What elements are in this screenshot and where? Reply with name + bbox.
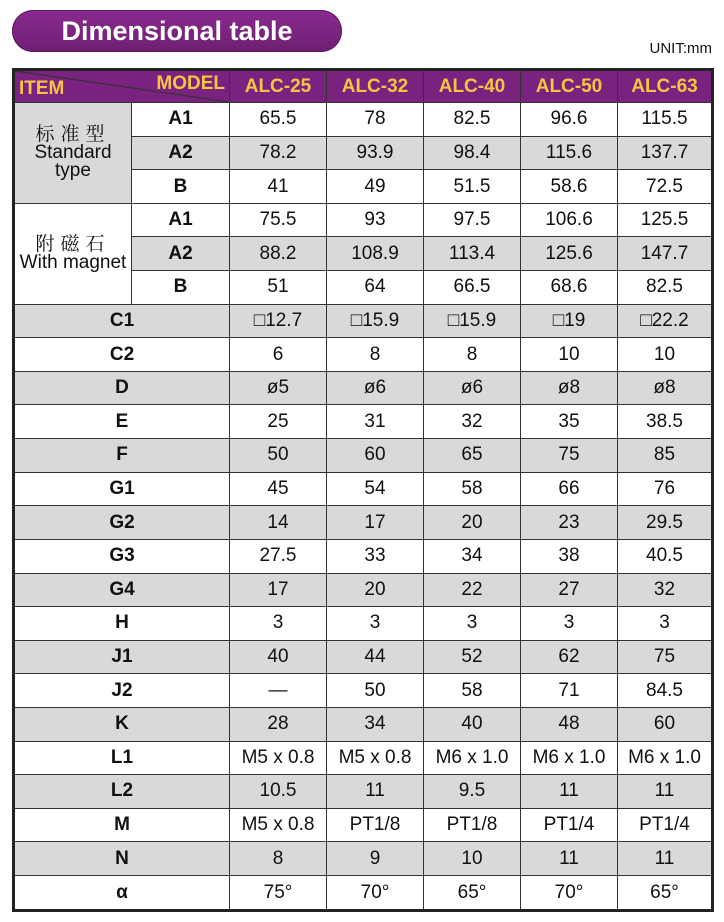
value-cell: 27.5	[230, 539, 327, 573]
item-label: J2	[14, 674, 230, 708]
item-label: C2	[14, 338, 230, 372]
value-cell: 32	[618, 573, 713, 607]
value-cell: 54	[327, 472, 424, 506]
value-cell: 28	[230, 707, 327, 741]
table-row	[14, 439, 713, 473]
value-cell: 70°	[327, 876, 424, 911]
value-cell: 106.6	[521, 203, 618, 237]
value-cell: 76	[618, 472, 713, 506]
value-cell: 88.2	[230, 237, 327, 271]
value-cell: 40.5	[618, 539, 713, 573]
value-cell: 60	[327, 439, 424, 473]
value-cell: 9	[327, 842, 424, 876]
value-cell: 84.5	[618, 674, 713, 708]
value-cell: 3	[521, 607, 618, 641]
value-cell: ø5	[230, 371, 327, 405]
group-label-en: Standard type	[34, 141, 112, 181]
value-cell: 44	[327, 640, 424, 674]
value-cell: 85	[618, 439, 713, 473]
value-cell: 115.5	[618, 103, 713, 137]
value-cell: 45	[230, 472, 327, 506]
value-cell: 20	[327, 573, 424, 607]
group-label-cn: 附磁石	[35, 233, 111, 255]
table-row	[14, 640, 713, 674]
item-label: G2	[14, 506, 230, 540]
table-row	[14, 674, 713, 708]
item-label: ITEM	[19, 78, 65, 99]
item-label: α	[14, 876, 230, 911]
value-cell: 48	[521, 707, 618, 741]
model-col-header: ALC-25	[230, 70, 327, 103]
value-cell: 52	[424, 640, 521, 674]
value-cell: 125.5	[618, 203, 713, 237]
value-cell: —	[230, 674, 327, 708]
value-cell: 17	[230, 573, 327, 607]
value-cell: 10.5	[230, 775, 327, 809]
value-cell: 82.5	[424, 103, 521, 137]
value-cell: 78	[327, 103, 424, 137]
value-cell: 11	[521, 775, 618, 809]
table-row	[14, 607, 713, 641]
value-cell: 50	[327, 674, 424, 708]
header-corner	[14, 70, 230, 103]
item-label: M	[14, 808, 230, 842]
value-cell: 3	[618, 607, 713, 641]
value-cell: 65°	[424, 876, 521, 911]
value-cell: 22	[424, 573, 521, 607]
model-col-header: ALC-63	[618, 70, 713, 103]
value-cell: 58	[424, 674, 521, 708]
value-cell: 17	[327, 506, 424, 540]
value-cell: 66	[521, 472, 618, 506]
sub-item-label: A2	[132, 136, 230, 170]
table-row	[14, 741, 713, 775]
value-cell: 75	[618, 640, 713, 674]
value-cell: 8	[327, 338, 424, 372]
value-cell: 3	[424, 607, 521, 641]
value-cell: 137.7	[618, 136, 713, 170]
value-cell: 9.5	[424, 775, 521, 809]
value-cell: 82.5	[618, 271, 713, 305]
value-cell: 51.5	[424, 170, 521, 204]
value-cell: 70°	[521, 876, 618, 911]
table-row	[14, 775, 713, 809]
value-cell: 66.5	[424, 271, 521, 305]
sub-item-label: B	[132, 271, 230, 305]
value-cell: 10	[618, 338, 713, 372]
model-col-header: ALC-32	[327, 70, 424, 103]
item-label: G4	[14, 573, 230, 607]
value-cell: 108.9	[327, 237, 424, 271]
group-label	[14, 103, 132, 204]
value-cell: 98.4	[424, 136, 521, 170]
value-cell: 23	[521, 506, 618, 540]
value-cell: 20	[424, 506, 521, 540]
value-cell: 125.6	[521, 237, 618, 271]
item-label: G1	[14, 472, 230, 506]
value-cell: 38.5	[618, 405, 713, 439]
value-cell: 58.6	[521, 170, 618, 204]
value-cell: 34	[327, 707, 424, 741]
table-row	[14, 338, 713, 372]
table-row	[14, 103, 713, 137]
sub-item-label: A2	[132, 237, 230, 271]
value-cell: □15.9	[424, 304, 521, 338]
value-cell: 50	[230, 439, 327, 473]
item-label: K	[14, 707, 230, 741]
value-cell: 71	[521, 674, 618, 708]
value-cell: 75°	[230, 876, 327, 911]
value-cell: M5 x 0.8	[230, 808, 327, 842]
value-cell: 65.5	[230, 103, 327, 137]
value-cell: 96.6	[521, 103, 618, 137]
value-cell: 62	[521, 640, 618, 674]
value-cell: 75	[521, 439, 618, 473]
value-cell: M6 x 1.0	[618, 741, 713, 775]
value-cell: M6 x 1.0	[521, 741, 618, 775]
value-cell: 11	[618, 775, 713, 809]
model-label: MODEL	[156, 73, 225, 94]
dimensional-table	[12, 68, 714, 912]
value-cell: 3	[327, 607, 424, 641]
value-cell: 33	[327, 539, 424, 573]
sub-item-label: A1	[132, 203, 230, 237]
value-cell: PT1/4	[618, 808, 713, 842]
value-cell: 72.5	[618, 170, 713, 204]
value-cell: 11	[618, 842, 713, 876]
value-cell: 29.5	[618, 506, 713, 540]
value-cell: M6 x 1.0	[424, 741, 521, 775]
value-cell: 147.7	[618, 237, 713, 271]
unit-label: UNIT:mm	[649, 40, 712, 57]
table-row	[14, 472, 713, 506]
value-cell: ø6	[424, 371, 521, 405]
sub-item-label: B	[132, 170, 230, 204]
header-row	[14, 70, 713, 103]
model-col-header: ALC-40	[424, 70, 521, 103]
table-row	[14, 506, 713, 540]
item-label: N	[14, 842, 230, 876]
table-row	[14, 304, 713, 338]
value-cell: 113.4	[424, 237, 521, 271]
value-cell: ø8	[618, 371, 713, 405]
sub-item-label: A1	[132, 103, 230, 137]
item-label: D	[14, 371, 230, 405]
table-row	[14, 707, 713, 741]
table-row	[14, 876, 713, 911]
value-cell: ø6	[327, 371, 424, 405]
value-cell: 49	[327, 170, 424, 204]
table-row	[14, 405, 713, 439]
value-cell: 3	[230, 607, 327, 641]
value-cell: 60	[618, 707, 713, 741]
value-cell: 41	[230, 170, 327, 204]
value-cell: 93	[327, 203, 424, 237]
value-cell: 8	[424, 338, 521, 372]
value-cell: 64	[327, 271, 424, 305]
group-label-en: With magnet	[19, 251, 127, 273]
value-cell: 11	[327, 775, 424, 809]
value-cell: 8	[230, 842, 327, 876]
value-cell: 93.9	[327, 136, 424, 170]
item-label: L2	[14, 775, 230, 809]
value-cell: 51	[230, 271, 327, 305]
value-cell: 78.2	[230, 136, 327, 170]
value-cell: 31	[327, 405, 424, 439]
value-cell: 35	[521, 405, 618, 439]
group-label	[14, 203, 132, 304]
table-row	[14, 539, 713, 573]
item-label: L1	[14, 741, 230, 775]
value-cell: 6	[230, 338, 327, 372]
page-title: Dimensional table	[12, 10, 342, 52]
value-cell: 97.5	[424, 203, 521, 237]
table-row	[14, 573, 713, 607]
model-col-header: ALC-50	[521, 70, 618, 103]
item-label: E	[14, 405, 230, 439]
value-cell: 27	[521, 573, 618, 607]
value-cell: 10	[424, 842, 521, 876]
value-cell: 65	[424, 439, 521, 473]
value-cell: □15.9	[327, 304, 424, 338]
item-label: J1	[14, 640, 230, 674]
value-cell: PT1/4	[521, 808, 618, 842]
value-cell: 115.6	[521, 136, 618, 170]
value-cell: □19	[521, 304, 618, 338]
value-cell: ø8	[521, 371, 618, 405]
table-row	[14, 808, 713, 842]
value-cell: PT1/8	[424, 808, 521, 842]
value-cell: 14	[230, 506, 327, 540]
value-cell: □22.2	[618, 304, 713, 338]
value-cell: 32	[424, 405, 521, 439]
group-label-cn: 标准型	[35, 123, 111, 145]
item-label: F	[14, 439, 230, 473]
value-cell: 58	[424, 472, 521, 506]
value-cell: □12.7	[230, 304, 327, 338]
table-row	[14, 842, 713, 876]
table-row	[14, 371, 713, 405]
value-cell: 38	[521, 539, 618, 573]
value-cell: 75.5	[230, 203, 327, 237]
value-cell: 11	[521, 842, 618, 876]
value-cell: 68.6	[521, 271, 618, 305]
value-cell: 40	[230, 640, 327, 674]
value-cell: 25	[230, 405, 327, 439]
value-cell: M5 x 0.8	[327, 741, 424, 775]
item-label: G3	[14, 539, 230, 573]
value-cell: 10	[521, 338, 618, 372]
value-cell: PT1/8	[327, 808, 424, 842]
value-cell: M5 x 0.8	[230, 741, 327, 775]
value-cell: 34	[424, 539, 521, 573]
item-label: C1	[14, 304, 230, 338]
table-row	[14, 203, 713, 237]
value-cell: 40	[424, 707, 521, 741]
value-cell: 65°	[618, 876, 713, 911]
item-label: H	[14, 607, 230, 641]
